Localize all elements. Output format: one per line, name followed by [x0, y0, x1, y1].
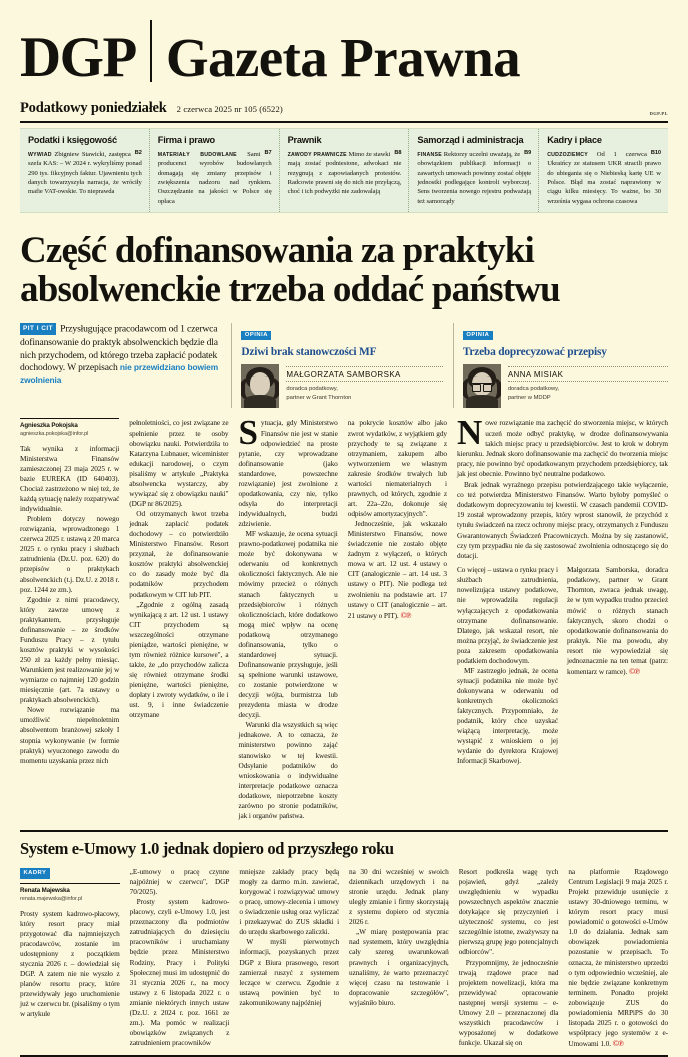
paragraph: mniejsze zakłady pracy będą mogły za darmo m.in. zawierać, korygować i rozwiązywać umowy o pracę, umowy-zlecenia i umowy o świadczenie usług oraz wyliczać i przekazywać do ZUS składki i do urzędu skarbowego zaliczki. — [239, 866, 340, 937]
bottom-column-5 — [459, 867, 559, 1049]
nav-page-number: B2 — [134, 150, 142, 156]
dateline — [20, 100, 668, 123]
paragraph: MF zastrzegło jednak, że ocena sytuacji podatnika nie może być dokonywana w oderwaniu od konkretnych okoliczności faktycznych. Przypomniało, że podatnik, który chce uzyskać wiążącą interpretację, może wystąpić z wnioskiem o jej wydanie do dyrektora Krajowej Informacji Skarbowej. — [457, 665, 558, 766]
bottom-column-1 — [20, 867, 120, 1049]
issue-line: 2 czerwca 2025 nr 105 (6522) — [176, 104, 283, 114]
opinion-badge: OPINIA — [463, 331, 493, 340]
bottom-column-3 — [239, 867, 339, 1049]
avatar — [463, 364, 501, 408]
bottom-article-grid — [20, 867, 668, 1049]
paragraph: Co więcej – ustawa o rynku pracy i służbach zatrudnienia, nowelizująca ustawy podatkowe, nie wprowadziła regulacji wyłączających z opodatkowania otrzymane dofinansowanie. Dlatego, jak wskazał resort, nie można przyjąć, że świadczenie jest poza zakresem opodatkowania podatkiem dochodowym. — [457, 565, 558, 665]
paragraph: Prosty system kadrowo-płacowy, czyli e-Umowy 1.0, jest przeznaczony dla podmiotów zatrudniających do dziesięciu pracowników i uruchamiany będzie przez Ministerstwo Rodziny, Pracy i Polityki Społecznej musi im udostępnić do 31 stycznia 2026 r., na mocy ustawy z 6 listopada 2022 r. o zmianie niektórych innych ustaw (Dz.U. z 2024 r. poz. 1661 ze zm.). Ma pomóc w realizacji obowiązków związanych z zatrudnieniem pracowników — [129, 897, 230, 1047]
nav-body: Od 1 czerwca Ukraińcy ze statusem UKR stracili prawo do ubiegania się o Niebieską kartę UE w Polsce. Błąd ma zostać naprawiony w ciągu kilku miesięcy. To ważne, bo 30 września wygasa ochrona czasowa — [547, 151, 661, 205]
glasses-icon — [472, 383, 492, 390]
nav-section-title: Prawnik — [287, 135, 322, 145]
nav-section-title: Podatki i księgowość — [28, 135, 117, 145]
paragraph: Od otrzymanych kwot trzeba jednak zapłacić podatek dochodowy – co potwierdziło Ministerstwo Finansów. Resort przyznał, że dofinansowanie kosztów praktyki absolwenckiej co do zasady może być dla podatników przychodem podatkowym w CIT lub PIT. — [129, 509, 229, 599]
role-line-1: doradca podatkowy, — [286, 386, 338, 393]
byline-email[interactable]: agnieszka.pokojska@infor.pl — [20, 430, 89, 437]
lead-row — [20, 323, 668, 408]
opinion-left-column-2 — [457, 565, 558, 766]
byline-name: Renata Majewska — [20, 887, 70, 895]
nav-body: Sami producenci wyrobów budowlanych domagają się zmiany przepisów i zwiększenia nadzoru nad rynkiem. Oszczędzanie na jakości w Polsce się opłaca — [157, 151, 272, 205]
lead-paragraph — [20, 323, 221, 408]
paragraph: Warunki dla wszystkich są więc jednakowe. A to oznacza, że ministerstwo powinno zająć stanowisko w tej kwestii. Odsyłanie podatników do wnioskowania o indywidualne interpretacje podatkowe oznacza dodatkowe, niepotrzebne koszty zarówno po stronie podatników, jak i organów państwa. — [238, 720, 338, 820]
role-line-2: partner w Grant Thornton — [286, 395, 352, 402]
nav-section-title: Samorząd i administracja — [417, 135, 524, 145]
paragraph — [348, 519, 447, 621]
opinion-author-role — [508, 385, 668, 402]
paragraph: MF wskazuje, że ocena sytuacji prawno-podatkowej podatnika nie może być dokonywana w oderwaniu od konkretnych okoliczności faktycznych. Ale nie mówimy przecież o różnych stanach faktycznych u przedsiębiorców i różnych okolicznościach, które dodatkowo mogą mieć wpływ na ocenę podatkową otrzymanego dofinansowania, tylko o standardowej sytuacji. Dofinansowanie przysługuje, jeśli są spełnione warunki ustawowe, co zostanie potwierdzone w decyzji wójta, burmistrza lub prezydenta miasta w drodze decyzji. — [238, 529, 338, 720]
paragraph: Zgodnie z nimi pracodawcy, który zawrze umowę z praktykantem, przysługuje dofinansowanie – ze środków Funduszu Pracy – z tytułu kosztów praktyki w wysokości 250 zł za każdy pełny miesiąc. Warunkiem jest realizowanie jej w wymiarze co najmniej 120 godzin miesięcznie (art. 7a ustawy o praktykach absolwenckich). — [20, 594, 120, 705]
paragraph: Nowe rozwiązanie ma umożliwić niepełnoletnim absolwentom branżowej szkoły I stopnia wykonywanie (w formie praktyk) wyuczonego zawodu do momentu uzyskania przez nich — [20, 705, 120, 765]
opinion-author-block — [463, 364, 668, 408]
paragraph — [567, 565, 668, 677]
nav-kicker: FINANSE — [417, 152, 442, 158]
opinion-badge: OPINIA — [241, 331, 271, 340]
paragraph: na pokrycie kosztów albo jako zwrot wydatków, z wyjątkiem gdy przychody te są związane z otrzymaniem, zakupem albo wytworzeniem we własnym zakresie środków trwałych lub wartości niematerialnych i prawnych, od których, zgodnie z art. 22a–22o, dokonuje się odpisów amortyzacyjnych". — [347, 418, 447, 518]
byline — [20, 418, 119, 438]
masthead-divider — [150, 20, 152, 82]
byline-email[interactable]: renata.majewska@infor.pl — [20, 895, 83, 902]
paragraph: Problem dotyczy nowego rozwiązania, wprowadzonego 1 czerwca 2025 r. ustawą z 20 marca 2025 r. o rynku pracy i służbach zatrudnienia (Dz.U. poz. 620) do przepisów o praktykach absolwenckich (t.j. Dz.U. z 2018 r. poz. 1244 ze zm.). — [20, 514, 120, 594]
paragraph: pełnoletniości, co jest związane ze spełnienie przez te osoby obowiązku nauki. Potwierdziła to Katarzyna Lubnauer, wiceminister edukacji narodowej, o czym pisaliśmy w artykule „Praktyka absolwencka wystarczy, aby wywiązać się z obowiązku nauki" (DGP nr 86/2025). — [129, 418, 229, 508]
article-column-2 — [129, 418, 228, 821]
paragraph — [568, 867, 668, 1049]
nav-page-number: B8 — [394, 150, 402, 156]
article-column-1 — [20, 418, 119, 821]
opinion-author-name: MAŁGORZATA SAMBORSKA — [286, 366, 442, 382]
end-mark: ©℗ — [629, 666, 639, 676]
paragraph: Brak jednak wyraźnego przepisu potwierdzającego takie wyłączenie, co też potwierdza Ministerstwo Finansów. Warto byłoby pomyśleć o dodatkowym doprecyzowaniu tej kwestii. W czasach pandemii COVID-19 został wprowadzony przepis, który wprost stanowił, że przychód z tytułu świadczeń na rzecz ochrony miejsc pracy, otrzymanych z Funduszu Gwarantowanych Świadczeń Pracowniczych. Można by się zastanowić, czy tym przypadku nie da się zastosować zwolnienia odnoszącego się do dotacji. — [457, 479, 668, 561]
paragraph — [238, 413, 338, 529]
nav-section-title: Kadry i płace — [547, 135, 602, 145]
byline-name: Agnieszka Pokojska — [20, 422, 78, 430]
nav-kicker: CUDZOZIEMCY — [547, 152, 588, 158]
opinion-title[interactable]: Dziwi brak stanowczości MF — [241, 346, 377, 359]
kadry-badge[interactable]: KADRY — [20, 868, 50, 879]
nav-kicker: ZAWODY PRAWNICZE — [287, 152, 347, 158]
nav-page-number: B7 — [264, 150, 272, 156]
opinion-left-column-3 — [567, 565, 668, 766]
section-title: Podatkowy poniedziałek — [20, 100, 167, 116]
paragraph: „W miarę postępowania prac nad systemem, który uwzględnia cały szereg uwarunkowań prawnych i organizacyjnych, uznaliśmy, że warto przeznaczyć więcej czasu na testowanie i dopracowanie szczegółów", wyjaśniło biuro. — [349, 927, 449, 1007]
bottom-byline — [20, 883, 120, 903]
main-body-grid — [20, 413, 668, 821]
bottom-headline[interactable]: System e-Umowy 1.0 jednak dopiero od przyszłego roku — [20, 838, 394, 858]
nav-kicker: WYWIAD — [28, 152, 52, 158]
nav-body: Mimo że stawki mają zostać podniesione, adwokaci nie rezygnują z zapowiadanych protestów. Radcowie prawni się do nich nie przyłączą, choć i ich podwyżki nie zadowalają — [287, 151, 402, 196]
opinion-right-body — [457, 413, 668, 821]
bottom-column-2 — [130, 867, 230, 1049]
paragraph: na 30 dni wcześniej w swoich dziennikach urzędowych i na stronie urzędu. Jednak plany uległy zmianie i firmy skorzystają z systemu dopiero od stycznia 2026 r. — [349, 866, 449, 927]
nav-kicker: MATERIAŁY BUDOWLANE — [157, 152, 237, 158]
role-line-1: doradca podatkowy, — [507, 386, 560, 393]
lead-body: Przysługujące pracodawcom od 1 czerwca dofinansowanie do praktyk absolwenckich będzie dla nich przychodem, od którego trzeba zapłacić podatek dochodowy. W przepisach — [20, 323, 218, 374]
opinion-author-role — [286, 385, 442, 402]
nav-section-firma[interactable] — [150, 129, 280, 212]
paragraph-text: Małgorzata Samborska, doradca podatkowy, partner w Grant Thornton, zwraca jednak uwagę, że w tym wypadku trudno przecież mówić o różnych stanach faktycznych, skoro chodzi o opodatkowanie dofinansowania do praktyk. Nie ma powodu, aby resort nie wypowiedział się jednoznacznie na ten temat (patrz: komentarz w ramce). — [567, 565, 668, 676]
paragraph: Tak wynika z informacji Ministerstwa Finansów zamieszczonej 23 maja 2025 r. w bazie EUREKA (ID 640403). Chociaż zastrzeżono w niej też, że każdą sytuację należy rozpatrywać indywidualnie. — [20, 443, 120, 514]
opinion-author-block — [241, 364, 442, 408]
end-mark: ©℗ — [612, 1039, 623, 1048]
section-nav-strip — [20, 128, 668, 213]
nav-page-number: B9 — [524, 150, 532, 156]
logo-gazeta-prawna[interactable]: Gazeta Prawna — [165, 26, 521, 88]
bottom-column-6 — [568, 867, 668, 1049]
opinion-title[interactable]: Trzeba doprecyzować przepisy — [462, 346, 607, 359]
paragraph: „E-umowy o pracę czynne najpóźniej w czerwcu", DGP 70/2025). — [129, 866, 230, 897]
drop-cap: N — [457, 413, 483, 453]
main-column-right-1 — [348, 418, 447, 821]
nav-body: Zbigniew Stawicki, zastępca szefa KAS: – W 2024 r. wykryliśmy ponad 290 tys. fikcyjnych faktur. Ujawnieniu tych danych towarzyszyła narracja, że wróciły mafie VAT-owskie. To nieprawda — [28, 151, 142, 196]
nav-section-text — [158, 150, 272, 206]
role-line-2: partner w MDDP — [507, 395, 551, 402]
nav-section-podatki[interactable] — [20, 129, 150, 212]
pit-cit-badge[interactable]: PIT I CIT — [20, 323, 56, 335]
paragraph-text: Jednocześnie, jak wskazało Ministerstwo Finansów, nowe świadczenie nie zostało objęte żadnym z wyłączeń, o których mowa w art. 12 ust. 4 ustawy o CIT (analogicznie – art. 14 ust. 3 ustawy o PIT). Nie podlega też zwolnieniu na podstawie art. 17 ustawy o CIT (analogicznie – art. 21 ustawy o PIT). — [347, 519, 447, 620]
nav-body: Rektorzy uczelni uważają, że obowiązkiem publikacji informacji o zawartych umowach powinny zostać objęte jednostki podlegające kontroli wyborczej. Sens tworzenia nowego rejestru podważają też samorządy — [417, 151, 532, 205]
lead-text — [20, 323, 221, 388]
paragraph-text: owe rozwiązanie ma zachęcić do stworzenia miejsc, w których uczeń może odbyć praktykę, w drodze dofinansowywania takich miejsc pracy u przedsiębiorców. Jest to krok w dobrym kierunku. Jednak skoro dofinansowanie ma zachęcić do tworzenia miejsc pracy, nie powinno być opodatkowanym przychodem przedsiębiorcy, tak jak jest obecnie. Powinno być neutralne podatkowo. — [457, 418, 668, 479]
nav-section-text — [547, 150, 661, 206]
nav-page-number: B10 — [650, 150, 661, 156]
bottom-article-separator — [20, 830, 668, 832]
nav-section-samorzad[interactable] — [409, 129, 539, 212]
end-mark: ©℗ — [400, 610, 411, 620]
nav-section-text — [288, 150, 402, 197]
masthead — [20, 0, 668, 89]
bottom-column-4 — [349, 867, 449, 1049]
paragraph-text: na platformie Rządowego Centrum Legislacji 9 maja 2025 r. Projekt przewiduje usunięcie z ustawy 30-dniowego terminu, w którym resort pracy musi powiadomić o gotowości e-Umów 1.0 do działania. Jednak sam obowiązek powiadomienia pozostanie w przepisach. To oznacza, że ministerstwo uprzedzi o tym odpowiednio wcześniej, ale nie będzie związane konkretnym terminem. Ponadto projekt zobowiązuje ZUS do powiadomienia MRPiPS do 30 listopada 2025 r. o gotowości do współpracy jego systemów z e-Umowami 1.0. — [568, 866, 669, 1048]
paragraph — [457, 413, 668, 479]
main-headline[interactable]: Część dofinansowania za praktyki absolwenckie trzeba oddać państwu — [20, 230, 560, 311]
paragraph: Przypomnijmy, że jednocześnie trwają rządowe prace nad projektem nowelizacji, która ma przewidywać opracowanie następnej wersji systemu – e-Umowy 2.0 – przeznaczonej dla wszystkich pracodawców i wyposażonej w dodatkowe funkcje. Ukazał się on — [458, 957, 559, 1047]
opinion-box-right[interactable] — [453, 323, 668, 408]
paragraph-text: ytuacja, gdy Ministerstwo Finansów nie jest w stanie odpowiedzieć na proste pytanie, czy wprowadzane dofinansowanie (jako standardowe, powszechne rozwiązanie) jest zwolnione z opodatkowania, czy nie, tylko odsyła do interpretacji indywidualnych, budzi zdziwienie. — [238, 418, 338, 529]
paragraph: W myśli pierwotnych informacji, pozyskanych przez DGP z Biura prasowego, resort zamierzał ruszyć z systemem leczące w czerwcu. Zgodnie z ustawą powinien być to zakomunikowany najpóźniej — [239, 937, 340, 1007]
corner-logo-mark: DGP.PL — [649, 111, 668, 116]
nav-section-kadry[interactable] — [539, 129, 668, 212]
opinion-left-column-1 — [238, 413, 338, 821]
nav-section-prawnik[interactable] — [280, 129, 410, 212]
opinion-author-name: ANNA MISIAK — [508, 366, 668, 382]
paragraph: Resort podkreśla wagę tych pojawień, gdyż „zależy uwzględnieniu w wypadku powszechnych aspektów znacznie dotykające się przyczynień i użyteczność systemu, co jest szczególnie istotne, zważywszy na pierwszą grupę jego potencjalnych odbiorców". — [458, 866, 559, 957]
lead-highlight: nie przewidziano bowiem zwolnienia — [20, 362, 219, 386]
avatar — [241, 364, 279, 408]
paragraph: „Zgodnie z ogólną zasadą wynikającą z art. 12 ust. 1 ustawy CIT przychodem są wszczególności otrzymane pieniądze, wartości pieniężne, w tym również różnice kursowe", a także, że „do przychodów zalicza się również otrzymane środki pieniężne, wartości pieniężne, dopłaty i zwroty wydatków, o ile i ust. 9, i inne świadczenie otrzymane — [129, 599, 229, 720]
opinion-box-left[interactable] — [231, 323, 442, 408]
nav-section-title: Firma i prawo — [157, 135, 215, 145]
logo-dgp[interactable]: DGP — [20, 25, 136, 89]
drop-cap: S — [238, 413, 258, 453]
nav-section-text — [417, 150, 531, 206]
paragraph: Prosty system kadrowo-płacowy, który resort pracy miał przygotować dla najmniejszych pracodawców, zostanie im udostępniony z początkiem stycznia 2026 r. – dowiedział się DGP. A zatem nie nie wyszło z planów resortu pracy, które przewidywały jego uruchomienie już w czerwcu br. (pisaliśmy o tym w artykule — [20, 908, 120, 1019]
nav-section-text — [28, 150, 142, 197]
